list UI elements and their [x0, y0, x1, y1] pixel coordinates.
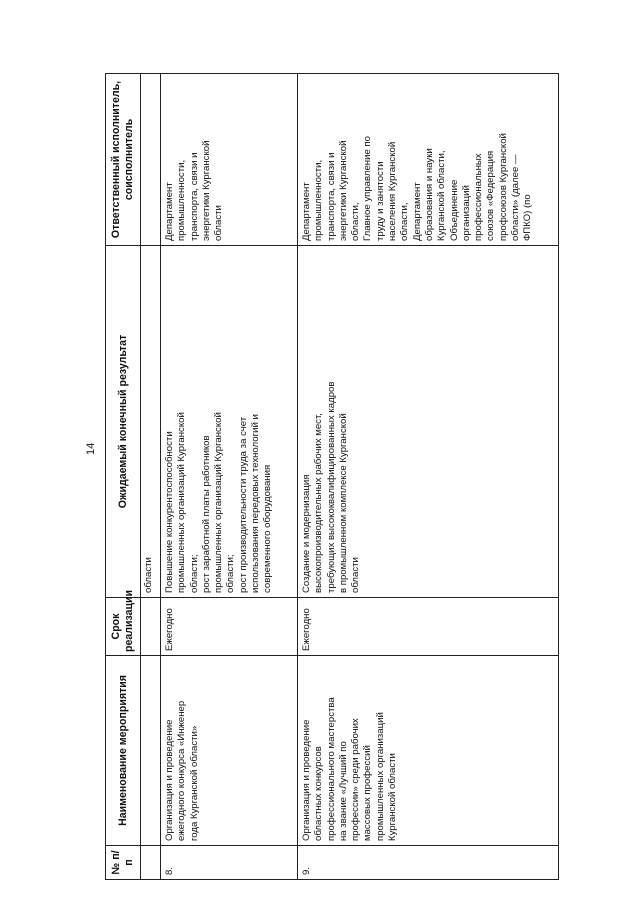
cell-line: Организация и проведение — [164, 719, 175, 841]
cell-line: транспорта, связи и — [188, 152, 200, 241]
cell-line: Объединение — [448, 179, 460, 241]
cell-line: области» (далее — — [510, 154, 522, 241]
row-term: Ежегодно — [161, 598, 298, 656]
cell-line: года Курганской области» — [188, 725, 200, 841]
cell-line: области — [350, 557, 362, 593]
cell-line: рост производительности труда за счет — [237, 416, 249, 593]
cont-term — [141, 598, 161, 656]
cell-line: образования и науки — [423, 148, 435, 241]
cont-name — [141, 656, 161, 846]
cell-line: области; — [225, 554, 237, 593]
continuation-row — [141, 74, 161, 880]
cell-line: современного оборудования — [262, 464, 274, 593]
row-num: 9. — [298, 846, 559, 880]
cell-line: использования передовых технологий и — [250, 414, 262, 593]
cell-line: в промышленном комплексе Курганской — [337, 413, 349, 593]
table-row — [298, 74, 559, 880]
cell-line: населения Курганской — [387, 141, 399, 241]
cell-line: энергетики Курганской — [200, 140, 212, 241]
cell-line: ежегодного конкурса «Инженер — [176, 700, 188, 841]
cell-line: области — [213, 205, 225, 241]
row-term: Ежегодно — [298, 598, 559, 656]
cell-line: требующих высококвалифицированных кадров — [325, 381, 337, 593]
cell-line: Департамент — [411, 182, 423, 241]
cell-line: промышленных организаций — [374, 712, 386, 841]
cell-line: промышленных организаций Курганской — [213, 412, 225, 593]
cell-line: профсоюзов Курганской — [497, 133, 509, 241]
cell-line: профессиональных — [473, 153, 485, 241]
cell-line: на звание «Лучший по — [337, 741, 349, 841]
cell-line: областных конкурсов — [313, 746, 325, 841]
cell-line: организаций — [460, 185, 472, 241]
header-responsible: Ответственный исполнитель, соисполнитель — [106, 74, 141, 246]
row-name — [161, 656, 298, 846]
cell-line: массовых профессий — [362, 745, 374, 841]
cell-line: энергетики Курганской — [337, 140, 349, 241]
cell-line: промышленности, — [176, 159, 188, 241]
row-responsible — [161, 74, 298, 246]
cell-line: Главное управление по — [362, 136, 374, 241]
cell-line: Департамент — [301, 182, 312, 241]
cell-line: профессии» среди рабочих — [350, 718, 362, 841]
page-number: 14 — [85, 442, 97, 455]
row-responsible — [298, 74, 559, 246]
cell-line: ФПКО) (по — [522, 194, 534, 241]
cont-result: области — [141, 246, 161, 598]
cell-line: Курганской области — [387, 753, 399, 841]
cont-num — [141, 846, 161, 880]
cell-line: промышленности, — [313, 159, 325, 241]
row-result — [161, 246, 298, 598]
cell-line: профессионального мастерства — [325, 697, 337, 841]
cell-line: Организация и проведение — [301, 719, 312, 841]
cell-line: транспорта, связи и — [325, 152, 337, 241]
table-row — [161, 74, 298, 880]
rotated-page — [105, 74, 585, 880]
header-term: Срок реализации — [106, 598, 141, 656]
row-result — [298, 246, 559, 598]
table-header-row — [106, 74, 141, 880]
measures-table — [105, 73, 559, 880]
cont-responsible — [141, 74, 161, 246]
cell-line: союзов «Федерация — [485, 150, 497, 241]
cell-line: высокопроизводительных рабочих мест, — [313, 413, 325, 593]
cell-line: Создание и модернизация — [301, 474, 312, 593]
header-num: № п/п — [106, 846, 141, 880]
row-num: 8. — [161, 846, 298, 880]
cell-line: Департамент — [164, 182, 175, 241]
header-name: Наименование мероприятия — [106, 656, 141, 846]
cell-line: рост заработной платы работников — [200, 435, 212, 593]
cell-line: Повышение конкурентоспособности — [164, 431, 175, 593]
cell-line: труду и занятости — [374, 161, 386, 241]
cell-line: Курганской области, — [436, 150, 448, 241]
cell-line: промышленных организаций Курганской — [176, 412, 188, 593]
cell-line: области, — [399, 202, 411, 241]
header-result: Ожидаемый конечный результат — [106, 246, 141, 598]
cell-line: области, — [350, 202, 362, 241]
row-name — [298, 656, 559, 846]
cell-line: области; — [188, 554, 200, 593]
